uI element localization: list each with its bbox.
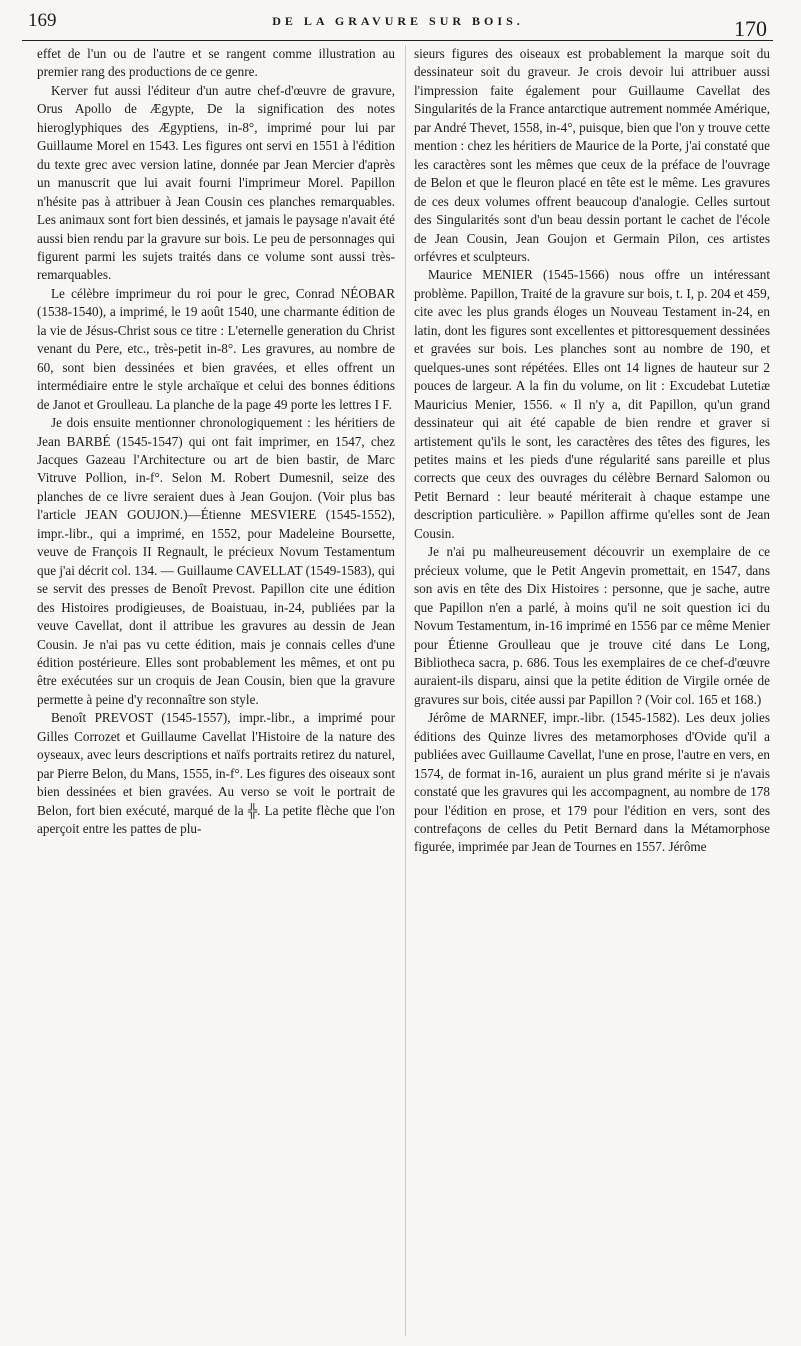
header-rule — [22, 40, 773, 41]
page-header — [25, 0, 771, 41]
paragraph: Maurice MENIER (1545-1566) nous offre un intéressant problème. Papillon, Traité de la gravure sur bois, t. I, p. 204 et 459, cite avec les plus grands éloges un Nouveau Testament in-24, en latin, dont les figures sont excellentes et pittoresquement dessinées et gravées sur bois. Les planches sont au nombre de 190, et quelques-unes sont répétées. Elles ont 14 lignes de hauteur sur 2 pouces de largeur. A la fin du volume, on lit : Excudebat Lutetiæ Mauricius Menier, 1556. « Il n'y a, dit Papillon, qu'un grand dessinateur qui ait été capable de bien rendre et graver si artistement qu'ils le sont, les caractères des têtes des figures, les petites mains et les pieds d'une régularité sans pareille et plus corrects que ceux des ouvrages du célèbre Bernard Salomon ou Petit Bernard : leur beauté mériterait à chaque estampe une description particulière. » Papillon affirme qu'elles sont de Jean Cousin. — [414, 267, 770, 541]
paragraph: Benoît PREVOST (1545-1557), impr.-libr., a imprimé pour Gilles Corrozet et Guillaume Cavellat l'Histoire de la nature des oyseaux, avec leurs descriptions et naïfs portraits retirez du naturel, par Pierre Belon, du Mans, 1555, in-f°. Les figures des oiseaux sont bien dessinées et bien gravées. Au verso se voit le portrait de Belon, fort bien exécuté, marqué de la ╬. La petite flèche que l'on aperçoit entre les pattes de plu- — [37, 710, 395, 837]
paragraph: sieurs figures des oiseaux est probablement la marque soit du dessinateur soit du graveur. Je crois devoir lui attribuer aussi l'impression faite également pour Guillaume Cavellat des Singularités de la France antarctique autrement nommée Amérique, par André Thevet, 1558, in-4°, puisque, bien que l'on y trouve cette mention : chez les héritiers de Maurice de la Porte, j'ai constaté que les caractères sont les mêmes que ceux de la préface de l'ouvrage de Belon et que le fleuron placé en tête est le même. Les gravures de ces deux volumes offrent beaucoup d'analogie. Celles surtout des Singularités sont d'un beau dessin portant le cachet de l'école de Jean Cousin, Jean Goujon et Germain Pilon, ces artistes orfévres et sculpteurs. — [414, 46, 770, 264]
column-divider — [405, 45, 406, 1336]
right-column — [414, 45, 770, 1338]
paragraph: Le célèbre imprimeur du roi pour le grec, Conrad NÉOBAR (1538-1540), a imprimé, le 19 août 1540, une charmante édition de la vie de Jésus-Christ sous ce titre : L'eternelle generation du Christ venant du Pere, etc., très-petit in-8°. Les gravures, au nombre de 60, sont bien dessinées et bien gravées, et elles offrent un intermédiaire entre le style archaïque et celui des bonnes éditions de Janot et Groulleau. La planche de la page 49 porte les lettres I F. — [37, 285, 395, 412]
paragraph: Jérôme de MARNEF, impr.-libr. (1545-1582). Les deux jolies éditions des Quinze livres des metamorphoses d'Ovide qu'il a publiées avec Guillaume Cavellat, l'une en prose, l'autre en vers, en 1574, de format in-16, auraient un plus grand mérite si je n'avais constaté que les gravures qui les accompagnent, au nombre de 178 pour l'édition en prose, et 179 pour l'édition en vers, sont des contrefaçons de celles du Petit Bernard dans la Métamorphose figurée, imprimée par Jean de Tournes en 1557. Jérôme — [414, 710, 770, 855]
paragraph: Je n'ai pu malheureusement découvrir un exemplaire de ce précieux volume, que le Petit Angevin promettait, en 1547, dans son avis en tête des Dix Histoires : personne, que je sache, autre que Papillon n'en a parlé, à moins qu'il ne soit question ici du Novum Testamentum, in-16 imprimé en 1556 par ce même Menier pour Étienne Groulleau que je trouve cité dans Le Long, Bibliotheca sacra, p. 686. Tous les exemplaires de ce chef-d'œuvre auraient-ils disparu, ainsi que la petite édition de Virgile ornée de gravures sur bois, citée aussi par Papillon ? (Voir col. 165 et 168.) — [414, 544, 770, 707]
paragraph: Kerver fut aussi l'éditeur d'un autre chef-d'œuvre de gravure, Orus Apollo de Ægypte, De la signification des notes hieroglyphiques des Ægyptiens, in-8°, imprimé pour lui par Guillaume Morel en 1543. Les figures ont servi en 1551 à l'édition du texte grec avec version latine, donnée par Jean Mercier d'après un manuscrit que lui avait fourni l'imprimeur Morel. Papillon n'hésite pas à attribuer à Jean Cousin ces planches remarquables. Les animaux sont fort bien dessinés, et jamais le paysage n'avait été aussi bien rendu par la gravure sur bois. Le peu de personnages qui figurent parmi les sujets traités dans ce volume sont aussi très-remarquables. — [37, 82, 395, 283]
running-title: DE LA GRAVURE SUR BOIS. — [272, 14, 524, 28]
paragraph: effet de l'un ou de l'autre et se rangent comme illustration au premier rang des productions de ce genre. — [37, 46, 395, 80]
page-number-right: 170 — [734, 16, 767, 41]
paragraph: Je dois ensuite mentionner chronologiquement : les héritiers de Jean BARBÉ (1545-1547) qui ont fait imprimer, en 1547, chez Jacques Gazeau l'Architecture ou art de bien bastir, de Marc Vitruve Pollion, in-f°. Selon M. Robert Dumesnil, seize des planches de ce livre seraient dues à Jean Goujon. (Voir plus bas l'article JEAN GOUJON.)—Étienne MESVIERE (1545-1552), impr.-libr., qui a imprimé, en 1552, pour Madeleine Boursette, veuve de François II Regnault, le précieux Novum Testamentum que j'ai décrit col. 134. — Guillaume CAVELLAT (1549-1583), qui se servit des presses de Benoît Prevost. Papillon cite une édition des Histoires prodigieuses, de Boaistuau, in-24, publiées par la veuve Cavellat, dont il attribue les gravures au dessin de Jean Cousin. Je n'ai pas vu cette édition, mais je connais celles d'une édition postérieure. Elles sont probablement les mêmes, et ont pu être exécutées sur un croquis de Jean Cousin, bien que la gravure permette à peine d'y reconnaître son style. — [37, 415, 395, 707]
page-number-left: 169 — [28, 10, 57, 31]
left-column — [37, 45, 395, 1338]
